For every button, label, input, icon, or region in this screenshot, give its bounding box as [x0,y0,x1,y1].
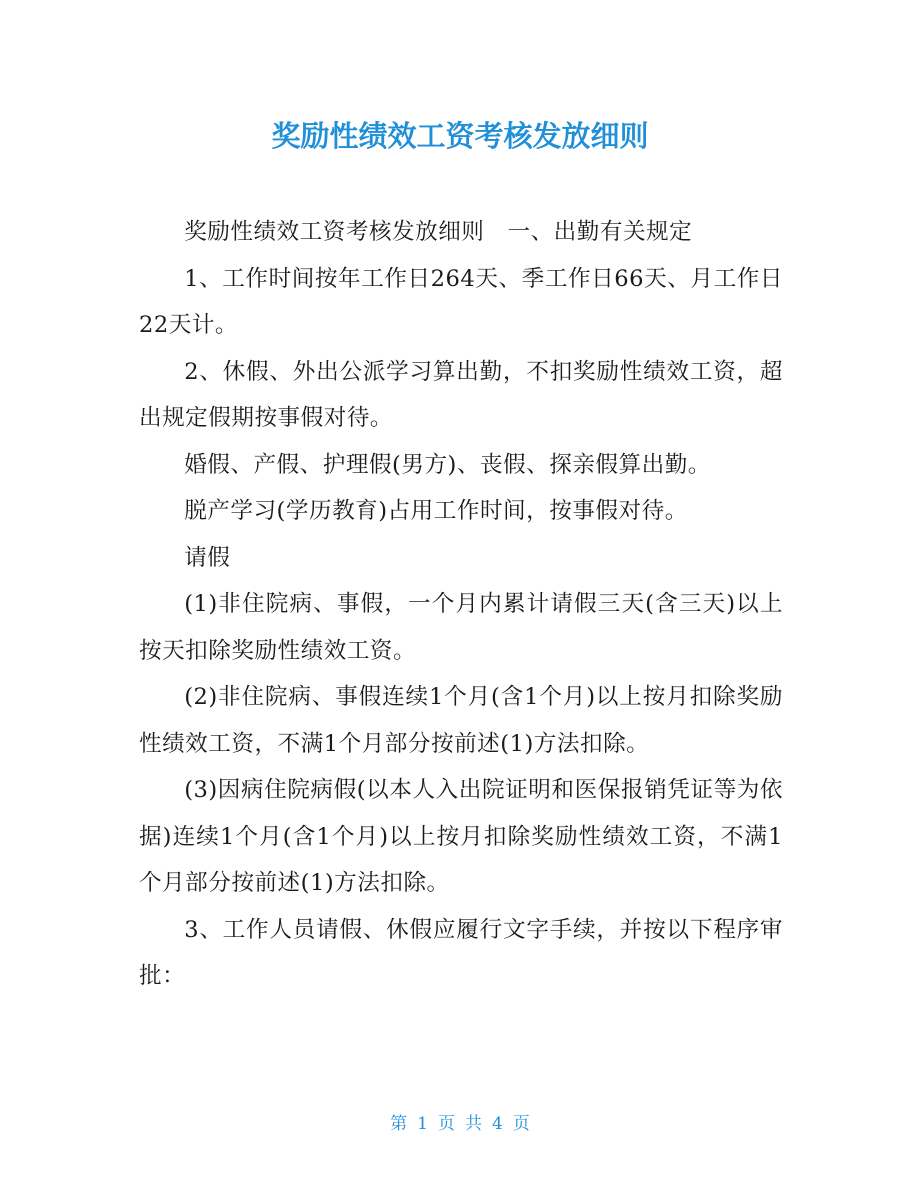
page-footer [0,1112,920,1136]
paragraph-vacation-rule: 2、休假、外出公派学习算出勤，不扣奖励性绩效工资，超出规定假期按事假对待。 [139,358,783,431]
paragraph-approval-procedure: 3、工作人员请假、休假应履行文字手续，并按以下程序审批： [139,916,783,989]
paragraph-rule-3: (3)因病住院病假(以本人入出院证明和医保报销凭证等为依据)连续1个月(含1个月)以上按月扣除奖励性绩效工资，不满1个月部分按前述(1)方法扣除。 [139,777,783,896]
footer-total-pages: 4 [492,1114,503,1134]
footer-label-page: 第 [390,1114,408,1134]
paragraph-study-leave: 脱产学习(学历教育)占用工作时间，按事假对待。 [184,498,688,524]
paragraph-working-days: 1、工作时间按年工作日264天、季工作日66天、月工作日22天计。 [139,265,783,338]
paragraph-leave-types: 婚假、产假、护理假(男方)、丧假、探亲假算出勤。 [184,451,711,478]
footer-current-page: 1 [417,1114,428,1134]
document-body [139,209,783,1000]
paragraph-attendance-heading: 奖励性绩效工资考核发放细则 一、出勤有关规定 [184,219,693,245]
footer-label-total: 共 [465,1114,482,1134]
document-title: 奖励性绩效工资考核发放细则 [271,119,649,153]
footer-label-unit-end: 页 [512,1114,530,1134]
paragraph-rule-1: (1)非住院病、事假，一个月内累计请假三天(含三天)以上按天扣除奖励性绩效工资。 [139,591,783,664]
footer-label-unit: 页 [438,1114,455,1134]
paragraph-rule-2: (2)非住院病、事假连续1个月(含1个月)以上按月扣除奖励性绩效工资，不满1个月部分按前述(1)方法扣除。 [139,684,783,757]
paragraph-request-leave-heading: 请假 [184,544,231,571]
